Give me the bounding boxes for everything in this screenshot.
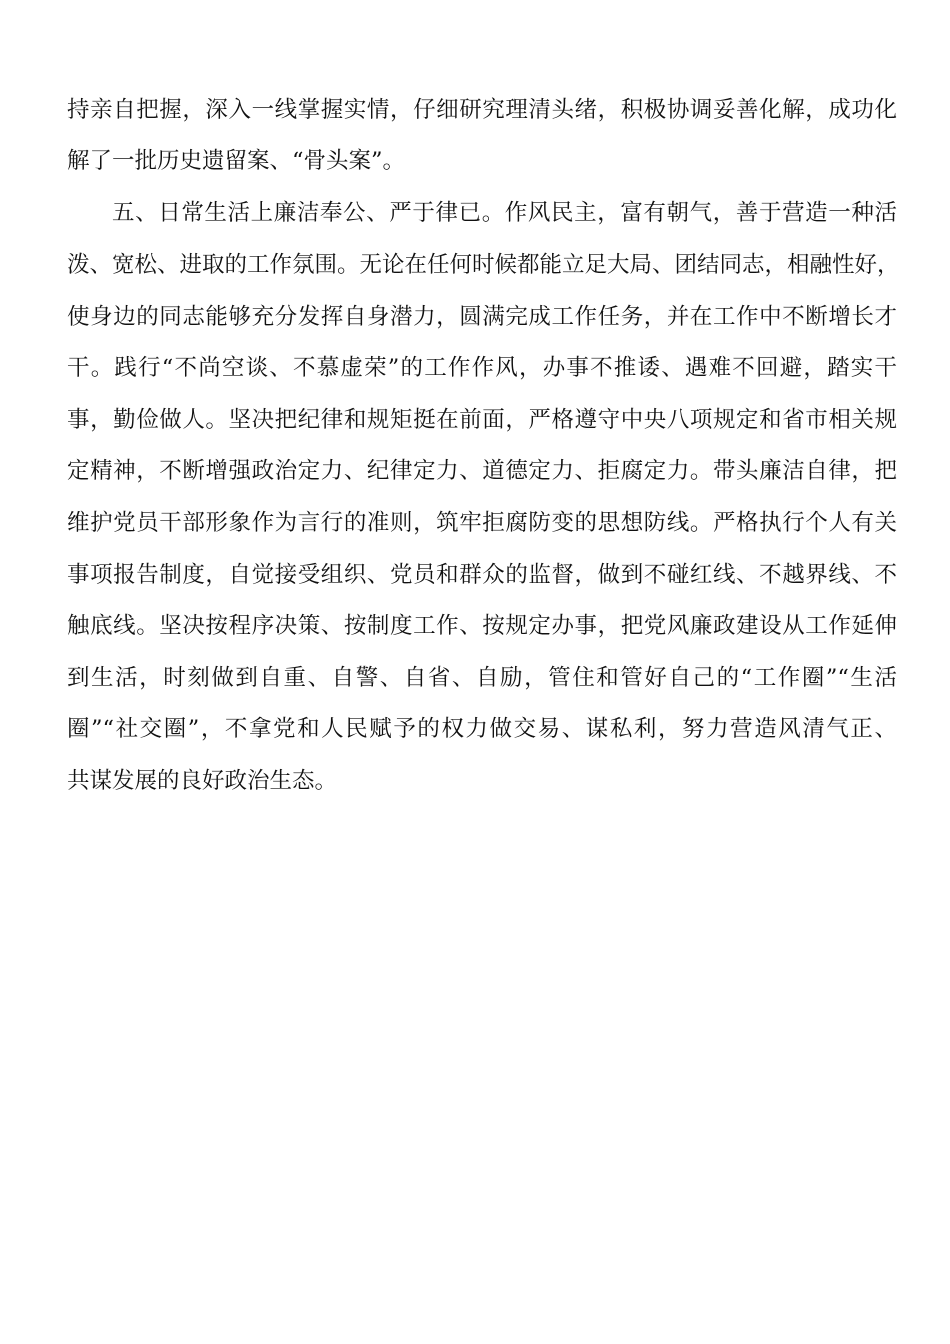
paragraph-line: 五、日常生活上廉洁奉公、严于律已。作风民主，富有朝气，善于营造一种活 <box>112 200 897 226</box>
paragraph-line: 共谋发展的良好政治生态。 <box>67 768 338 794</box>
paragraph-line: 到生活，时刻做到自重、自警、自省、自励，管住和管好自己的“工作圈”“生活 <box>67 665 897 691</box>
paragraph-line: 持亲自把握，深入一线掌握实情，仔细研究理清头绪，积极协调妥善化解，成功化 <box>67 97 897 123</box>
paragraph-line: 泼、宽松、进取的工作氛围。无论在任何时候都能立足大局、团结同志，相融性好， <box>67 252 900 278</box>
paragraph-line: 事项报告制度，自觉接受组织、党员和群众的监督，做到不碰红线、不越界线、不 <box>67 562 897 588</box>
paragraph-line: 事，勤俭做人。坚决把纪律和规矩挺在前面，严格遵守中央八项规定和省市相关规 <box>67 407 897 433</box>
paragraph-line: 解了一批历史遗留案、“骨头案”。 <box>67 148 406 174</box>
paragraph-line: 圈”“社交圈”，不拿党和人民赋予的权力做交易、谋私利，努力营造风清气正、 <box>67 716 897 742</box>
paragraph-line: 定精神，不断增强政治定力、纪律定力、道德定力、拒腐定力。带头廉洁自律，把 <box>67 458 897 484</box>
paragraph-line: 触底线。坚决按程序决策、按制度工作、按规定办事，把党风廉政建设从工作延伸 <box>67 613 897 639</box>
paragraph-line: 干。践行“不尚空谈、不慕虚荣”的工作作风，办事不推诿、遇难不回避，踏实干 <box>67 355 897 381</box>
paragraph-line: 维护党员干部形象作为言行的准则，筑牢拒腐防变的思想防线。严格执行个人有关 <box>67 510 897 536</box>
paragraph-line: 使身边的同志能够充分发挥自身潜力，圆满完成工作任务，并在工作中不断增长才 <box>67 304 897 330</box>
